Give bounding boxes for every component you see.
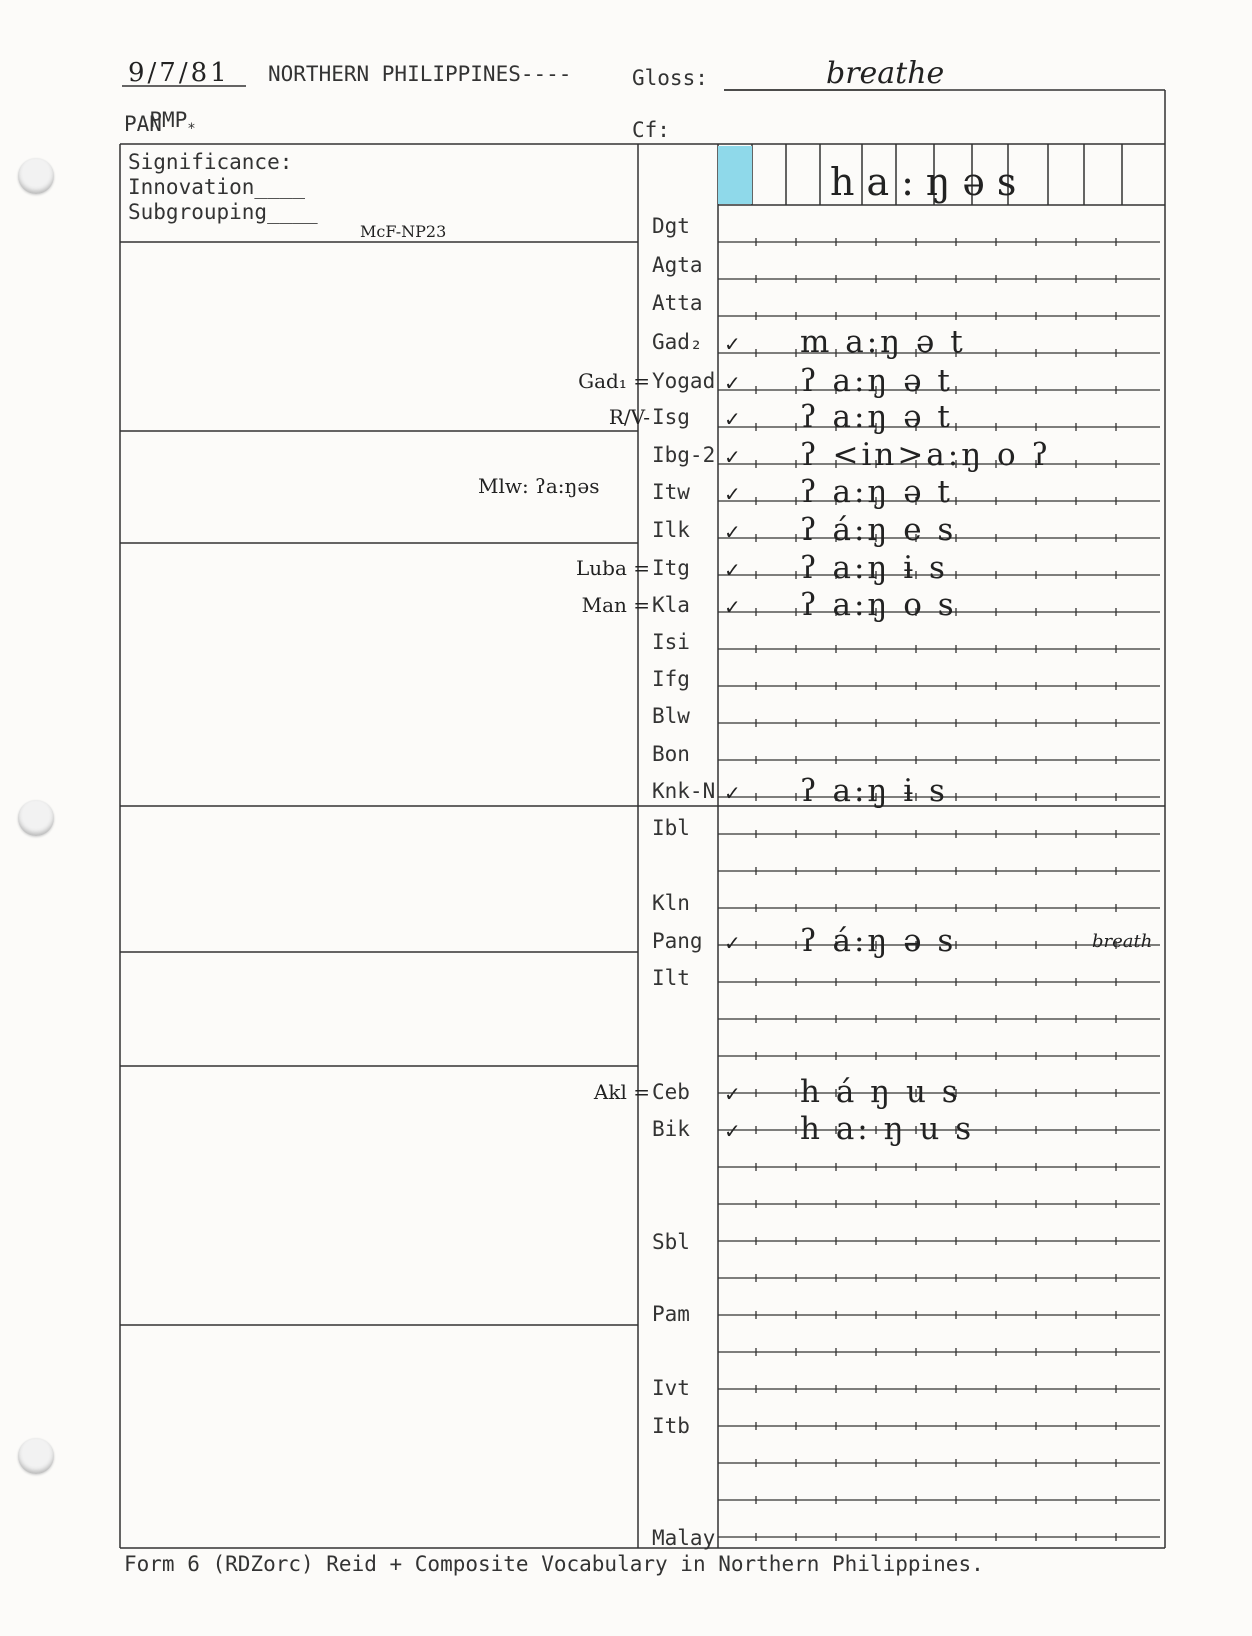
check-mark: ✓ bbox=[724, 520, 741, 544]
reflex-form: ʔ a:ŋ ə t bbox=[800, 363, 953, 399]
row-annotation: R/V- bbox=[608, 405, 650, 429]
language-code: Itg bbox=[652, 556, 690, 580]
language-code: Ibl bbox=[652, 816, 690, 840]
check-mark: ✓ bbox=[724, 1119, 741, 1143]
gloss-value: breathe bbox=[826, 56, 945, 91]
language-code: Pam bbox=[652, 1302, 690, 1326]
innovation-label: Innovation____ bbox=[128, 175, 306, 199]
check-mark: ✓ bbox=[724, 407, 741, 431]
language-code: Blw bbox=[652, 704, 690, 728]
language-code: Malay bbox=[652, 1526, 716, 1550]
form-footer: Form 6 (RDZorc) Reid + Composite Vocabulary in Northern Philippines. bbox=[124, 1552, 984, 1576]
language-code: Itw bbox=[652, 480, 690, 504]
reflex-form: ʔ á:ŋ ə s bbox=[800, 923, 957, 959]
language-code: Isi bbox=[652, 630, 690, 654]
date: 9/7/81 bbox=[128, 58, 230, 88]
reflex-form: h a: ŋ u s bbox=[800, 1111, 975, 1147]
reflex-form: ʔ a:ŋ o s bbox=[800, 587, 957, 623]
language-code: Yogad bbox=[652, 369, 716, 393]
language-code: Ifg bbox=[652, 667, 690, 691]
language-code: Pang bbox=[652, 929, 703, 953]
language-code: Isg bbox=[652, 405, 690, 429]
row-annotation: Man = bbox=[581, 593, 650, 617]
reflex-form: ʔ a:ŋ ə t bbox=[800, 474, 953, 510]
language-code: Agta bbox=[652, 253, 703, 277]
reflex-form: ʔ <in>a:ŋ o ʔ bbox=[800, 437, 1052, 473]
check-mark: ✓ bbox=[724, 558, 741, 582]
reflex-form: h á ŋ u s bbox=[800, 1074, 961, 1110]
reflex-form: ʔ a:ŋ ə t bbox=[800, 399, 953, 435]
row-annotation: Akl = bbox=[593, 1080, 650, 1104]
subgrouping-label: Subgrouping____ bbox=[128, 200, 318, 224]
language-code: Kla bbox=[652, 593, 690, 617]
row-gloss: breath bbox=[1092, 931, 1153, 952]
language-code: Ibg-2 bbox=[652, 443, 716, 467]
language-code: Ivt bbox=[652, 1376, 690, 1400]
language-code: Gad₂ bbox=[652, 330, 703, 354]
check-mark: ✓ bbox=[724, 931, 741, 955]
reflex-form: ʔ á:ŋ e s bbox=[800, 512, 957, 548]
language-code: Knk-N bbox=[652, 779, 716, 803]
proto-form: ha:ŋəs bbox=[830, 160, 1029, 204]
check-mark: ✓ bbox=[724, 371, 741, 395]
row-annotation: Luba = bbox=[575, 556, 650, 580]
language-code: Itb bbox=[652, 1414, 690, 1438]
language-code: Ceb bbox=[652, 1080, 690, 1104]
region-title: NORTHERN PHILIPPINES---- bbox=[268, 62, 572, 86]
pmp-asterisk: * bbox=[187, 121, 196, 137]
language-code: Ilt bbox=[652, 966, 690, 990]
check-mark: ✓ bbox=[724, 332, 741, 356]
malay-side-note: Mlw: ʔa:ŋəs bbox=[478, 474, 600, 498]
language-code: Atta bbox=[652, 291, 703, 315]
check-mark: ✓ bbox=[724, 781, 741, 805]
reflex-form: ʔ a:ŋ ɨ s bbox=[800, 773, 948, 809]
check-mark: ✓ bbox=[724, 595, 741, 619]
row-annotation: Gad₁ = bbox=[578, 369, 650, 393]
language-code: Kln bbox=[652, 891, 690, 915]
check-mark: ✓ bbox=[724, 445, 741, 469]
reflex-form: ʔ a:ŋ ɨ s bbox=[800, 550, 948, 586]
check-mark: ✓ bbox=[724, 482, 741, 506]
reference-note: McF-NP23 bbox=[360, 222, 447, 241]
pan-label: PAN bbox=[124, 112, 162, 136]
language-code: Ilk bbox=[652, 518, 690, 542]
language-code: Dgt bbox=[652, 214, 690, 238]
cf-label: Cf: bbox=[632, 118, 670, 142]
language-code: Bon bbox=[652, 742, 690, 766]
language-code: Bik bbox=[652, 1117, 690, 1141]
gloss-label: Gloss: bbox=[632, 66, 708, 90]
language-code: Sbl bbox=[652, 1230, 690, 1254]
reflex-form: m a:ŋ ə t bbox=[800, 324, 966, 360]
significance-title: Significance: bbox=[128, 150, 293, 174]
pmp-text: PMP bbox=[149, 108, 188, 132]
check-mark: ✓ bbox=[724, 1082, 741, 1106]
